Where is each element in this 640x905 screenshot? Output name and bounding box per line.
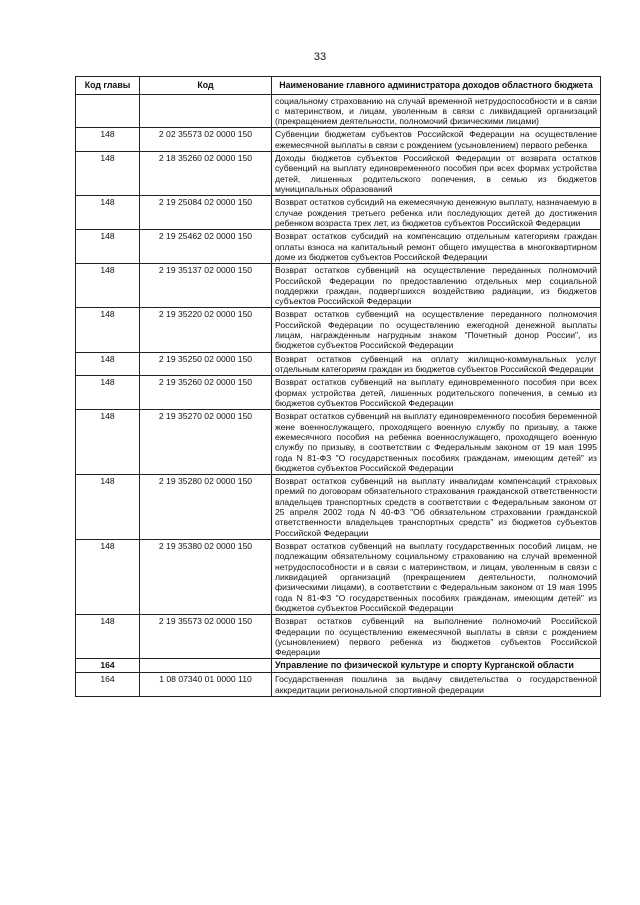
cell-code: [140, 94, 272, 128]
table-row: [76, 615, 601, 659]
table-header: [76, 77, 601, 95]
cell-code: 2 02 35573 02 0000 150: [140, 128, 272, 152]
cell-code-head: 148: [76, 475, 140, 540]
cell-name: Возврат остатков субвенций на выплату государственных пособий лицам, не подлежащим обязательному социальному страхованию на случай временной нетрудоспособности и в связи с материнством, и лицам, уволенным в связи с ликвидацией организаций (прекращением деятельности, полномочий физическими лицами), в соответствии с Федеральным законом от 19 мая 1995 года N 81-ФЗ "О государственных пособиях гражданам, имеющим детей" из бюджетов субъектов Российской Федерации: [272, 540, 601, 615]
cell-code: 2 19 35270 02 0000 150: [140, 410, 272, 475]
table-row: [76, 152, 601, 196]
cell-code-head: 148: [76, 128, 140, 152]
table-row: [76, 128, 601, 152]
table-row: [76, 264, 601, 308]
table-row: [76, 376, 601, 410]
table-row: [76, 659, 601, 673]
header-code: Код: [140, 77, 272, 95]
cell-code-head: 148: [76, 308, 140, 352]
cell-code-head: 148: [76, 230, 140, 264]
cell-name: социальному страхованию на случай временной нетрудоспособности и в связи с материнством, и лицам, уволенным в связи с ликвидацией организаций (прекращением деятельности, полномочий физическими лицами): [272, 94, 601, 128]
cell-code: 2 19 25462 02 0000 150: [140, 230, 272, 264]
table-row: [76, 352, 601, 376]
page-number: 33: [313, 51, 327, 63]
cell-code-head: 148: [76, 410, 140, 475]
cell-name: Возврат остатков субсидий на компенсацию отдельным категориям граждан оплаты взноса на капитальный ремонт общего имущества в многоквартирном доме из бюджетов субъектов Российской Федерации: [272, 230, 601, 264]
table-row: [76, 673, 601, 697]
table-row: [76, 230, 601, 264]
cell-code: 2 19 35573 02 0000 150: [140, 615, 272, 659]
cell-code-head: 164: [76, 673, 140, 697]
table-row: [76, 196, 601, 230]
cell-code-head: 148: [76, 264, 140, 308]
cell-code: [140, 659, 272, 673]
cell-code-head: 148: [76, 196, 140, 230]
cell-name: Возврат остатков субсидий на ежемесячную денежную выплату, назначаемую в случае рождения третьего ребенка или последующих детей до достижения ребенком возраста трех лет, из бюджетов субъектов Российской Федерации: [272, 196, 601, 230]
cell-code: 2 19 35260 02 0000 150: [140, 376, 272, 410]
cell-code: 2 19 35220 02 0000 150: [140, 308, 272, 352]
cell-code: 2 19 35250 02 0000 150: [140, 352, 272, 376]
cell-code-head: 164: [76, 659, 140, 673]
cell-name: Возврат остатков субвенций на выполнение полномочий Российской Федерации по осуществлению ежемесячной выплаты в связи с рождением (усыновлением) первого ребенка из бюджетов субъектов Российской Федерации: [272, 615, 601, 659]
cell-code-head: 148: [76, 540, 140, 615]
table-row: [76, 308, 601, 352]
header-row: [76, 77, 601, 95]
cell-code-head: [76, 94, 140, 128]
header-code-head: Код главы: [76, 77, 140, 95]
cell-name: Возврат остатков субвенций на выплату инвалидам компенсаций страховых премий по договорам обязательного страхования гражданской ответственности владельцев транспортных средств в соответствии с Федеральным законом от 25 апреля 2002 года N 40-ФЗ "Об обязательном страховании гражданской ответственности владельцев транспортных средств" из бюджетов субъектов Российской Федерации: [272, 475, 601, 540]
cell-code: 2 19 35380 02 0000 150: [140, 540, 272, 615]
cell-name: Государственная пошлина за выдачу свидетельства о государственной аккредитации региональной спортивной федерации: [272, 673, 601, 697]
table-row: [76, 475, 601, 540]
cell-name: Возврат остатков субвенций на выплату единовременного пособия беременной жене военнослужащего, проходящего военную службу по призыву, а также ежемесячного пособия на ребенка военнослужащего, проходящего военную службу по призыву, в соответствии с Федеральным законом от 19 мая 1995 года N 81-ФЗ "О государственных пособиях гражданам, имеющим детей" из бюджетов субъектов Российской Федерации: [272, 410, 601, 475]
header-name: Наименование главного администратора доходов областного бюджета: [272, 77, 601, 95]
cell-code-head: 148: [76, 615, 140, 659]
cell-code-head: 148: [76, 352, 140, 376]
cell-code-head: 148: [76, 376, 140, 410]
revenue-administrators-table: [75, 76, 601, 697]
cell-code-head: 148: [76, 152, 140, 196]
cell-code: 2 18 35260 02 0000 150: [140, 152, 272, 196]
cell-code: 2 19 35137 02 0000 150: [140, 264, 272, 308]
cell-name: Возврат остатков субвенций на осуществление переданного полномочия Российской Федерации по осуществлению ежегодной денежной выплаты лицам, награжденным нагрудным знаком "Почетный донор России", из бюджетов субъектов Российской Федерации: [272, 308, 601, 352]
cell-name: Возврат остатков субвенций на выплату единовременного пособия при всех формах устройства детей, лишенных родительского попечения, в семью из бюджетов субъектов Российской Федерации: [272, 376, 601, 410]
table-row: [76, 410, 601, 475]
cell-code: 2 19 25084 02 0000 150: [140, 196, 272, 230]
cell-name: Возврат остатков субвенций на осуществление переданных полномочий Российской Федерации по предоставлению отдельных мер социальной поддержки граждан, подвергшихся воздействию радиации, из бюджетов субъектов Российской Федерации: [272, 264, 601, 308]
table-row: [76, 540, 601, 615]
cell-name: Возврат остатков субвенций на оплату жилищно-коммунальных услуг отдельным категориям граждан из бюджетов субъектов Российской Федерации: [272, 352, 601, 376]
cell-code: 2 19 35280 02 0000 150: [140, 475, 272, 540]
cell-name: Доходы бюджетов субъектов Российской Федерации от возврата остатков субвенций на выплату единовременного пособия при всех формах устройства детей, лишенных родительского попечения, в семью из бюджетов муниципальных образований: [272, 152, 601, 196]
table-row: [76, 94, 601, 128]
cell-name: Управление по физической культуре и спорту Курганской области: [272, 659, 601, 673]
cell-code: 1 08 07340 01 0000 110: [140, 673, 272, 697]
table-body: [76, 94, 601, 696]
cell-name: Субвенции бюджетам субъектов Российской Федерации на осуществление ежемесячной выплаты в связи с рождением (усыновлением) первого ребенка: [272, 128, 601, 152]
